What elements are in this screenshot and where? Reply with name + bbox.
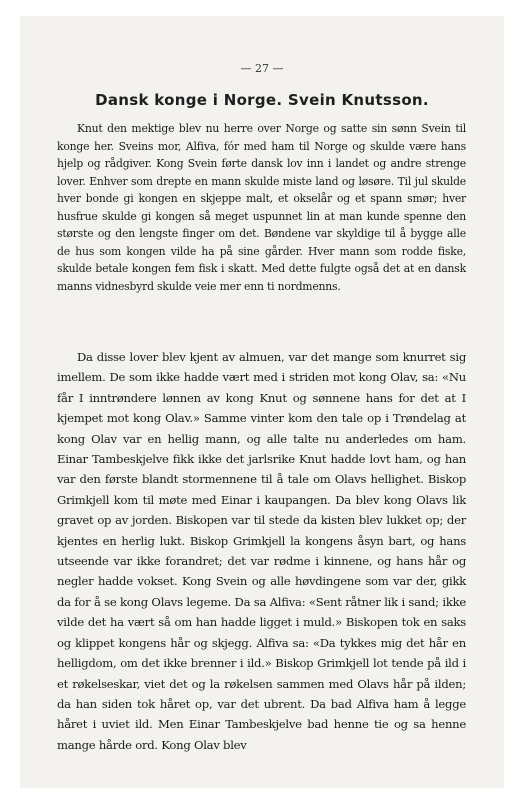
book-page xyxy=(20,16,504,788)
chapter-heading: Dansk konge i Norge. Svein Knutsson. xyxy=(95,91,429,109)
paragraph-1: Knut den mektige blev nu herre over Norge og satte sin sønn Svein til konge her. Sveins mor, Alfiva, fór med ham til Norge og skulde være hans hjelp og rådgiver. Kong Svein førte dansk lov inn i landet og andre strenge lover. Enhver som drepte en mann skulde miste land og løsøre. Til jul skulde hver bonde gi kongen en skjeppe malt, et okselår og et spann smør; hver husfrue skulde gi kongen så meget uspunnet lin at man kunde spenne den største og den lengste finger om det. Bøndene var skyldige til å bygge alle de hus som kongen vilde ha på sine gårder. Hver mann som rodde fiske, skulde betale kongen fem fisk i skatt. Med dette fulgte også det at en dansk manns vidnesbyrd skulde veie mer enn ti nordmenns. xyxy=(57,122,466,293)
body-text-first-section xyxy=(57,120,466,295)
page-number: — 27 — xyxy=(240,62,284,75)
paragraph-2: Da disse lover blev kjent av almuen, var det mange som knurret sig imellem. De som ikke hadde vært med i striden mot kong Olav, sa: «Nu får I inntrønderе lønnen av kong Knut og sønnene hans for det at I kjempet mot kong Olav.» Samme vinter kom den tale op i Trøndelag at kong Olav var en hellig mann, og alle talte nu anderledes om ham. Einar Tambeskjelve fikk ikke det jarlsrike Knut hadde lovt ham, og han var den første blandt stormennene til å tale om Olavs hellighet. Biskop Grimkjell kom til møte med Einar i kaupangen. Da blev kong Olavs lik gravet op av jorden. Biskopen var til stede da kisten blev lukket op; der kjentes en herlig lukt. Biskop Grimkjell la kongens åsyn bart, og hans utseende var ikke forandret; det var rødme i kinnene, og hans hår og negler hadde vokset. Kong Svein og alle høvdingene som var der, gikk da for å se kong Olavs legeme. Da sa Alfiva: «Sent råtner lik i sand; ikke vilde det ha vært så om han hadde ligget i muld.» Biskopen tok en saks og klippet kongens hår og skjegg. Alfiva sa: «Da tykkes mig det hår en helligdom, om det ikke brenner i ild.» Biskop Grimkjell lot tende på ild i et røkelseskar, viet det og la røkelsen sammen med Olavs hår på ilden; da han siden tok håret op, var det ubrent. Da bad Alfiva ham å legge håret i uviet ild. Men Einar Tambeskjelve bad henne tie og sa henne mange hårde ord. Kong Olav blev xyxy=(57,350,466,752)
body-text-second-section xyxy=(57,347,466,755)
